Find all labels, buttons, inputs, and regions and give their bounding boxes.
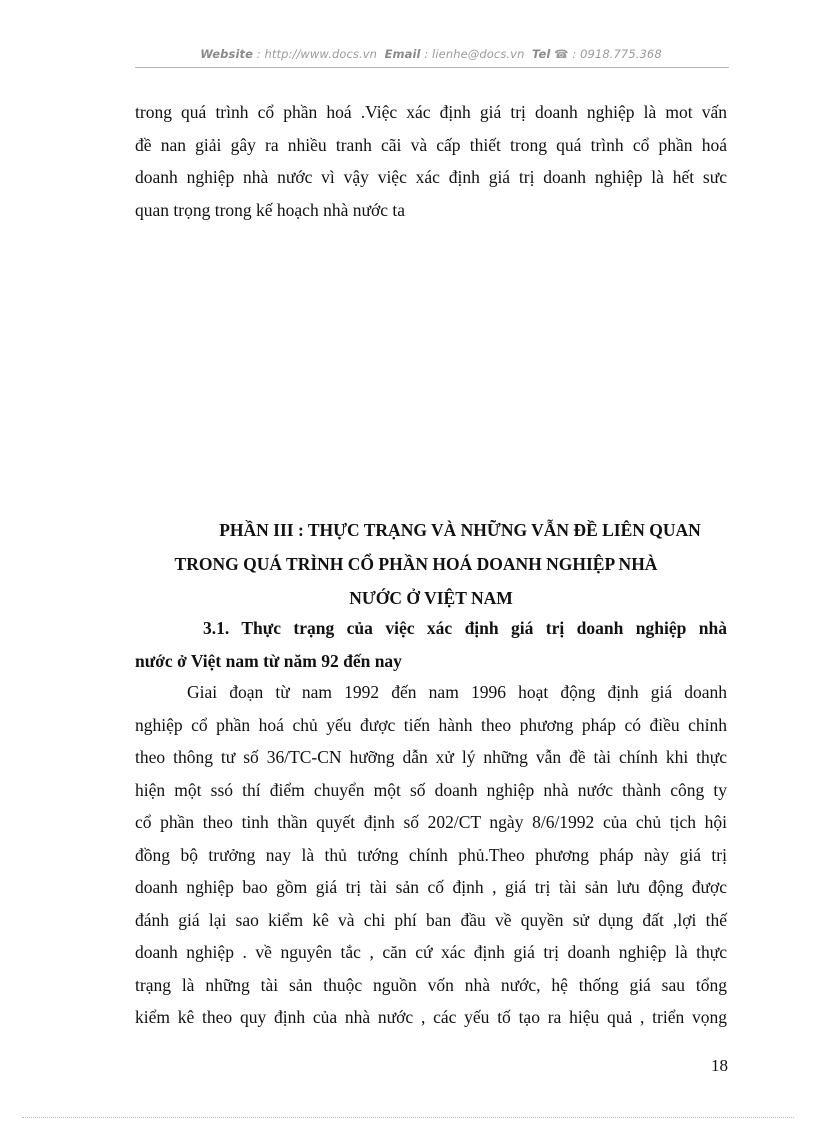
intro-paragraph <box>135 96 727 226</box>
header-website-label: Website <box>200 47 253 61</box>
section-title-line: NƯỚC Ở VIỆT NAM <box>349 588 513 608</box>
footer-divider <box>22 1117 794 1118</box>
header-tel-label: Tel <box>532 47 551 61</box>
paragraph-line: nghiệp cổ phần hoá chủ yếu được tiến hành theo phương pháp có điều chỉnh <box>135 714 727 735</box>
paragraph-line: đánh giá lại sao kiểm kê và chi phí ban đầu về quyền sử dụng đất ,lợi thế <box>135 909 727 930</box>
section-title <box>135 513 727 615</box>
subsection-heading <box>135 612 727 677</box>
section-title-line: TRONG QUÁ TRÌNH CỔ PHẦN HOÁ DOANH NGHIỆP NHÀ <box>174 554 658 574</box>
paragraph-line: trong quá trình cổ phần hoá .Việc xác định giá trị doanh nghiệp là mot vấn <box>135 102 727 122</box>
paragraph-line: trạng là những tài sản thuộc nguồn vốn nhà nước, hệ thống giá sau tổng <box>135 974 727 995</box>
paragraph-line: doanh nghiệp nhà nước vì vậy việc xác định giá trị doanh nghiệp là hết sưc <box>135 167 727 187</box>
subsection-heading-line: nước ở Việt nam từ năm 92 đến nay <box>135 650 402 671</box>
header-divider <box>135 67 729 68</box>
paragraph-line: Giai đoạn từ nam 1992 đến nam 1996 hoạt động định giá doanh <box>187 682 727 702</box>
paragraph-line: đồng bộ trưởng nay là thủ tướng chính phủ.Theo phương pháp này giá trị <box>135 844 727 865</box>
page-number: 18 <box>711 1056 728 1075</box>
section-title-line: PHẦN III : THỰC TRẠNG VÀ NHỮNG VẪN ĐỀ LIÊN QUAN <box>219 520 701 540</box>
body-paragraph <box>135 676 727 1034</box>
page-header <box>135 47 727 61</box>
subsection-heading-line: 3.1. Thực trạng của việc xác định giá trị doanh nghiệp nhà <box>203 618 727 638</box>
header-tel-value: ☎ : 0918.775.368 <box>554 47 662 61</box>
paragraph-line: cổ phần theo tinh thần quyết định số 202/CT ngày 8/6/1992 của chủ tịch hội <box>135 812 727 832</box>
paragraph-line: doanh nghiệp . về nguyên tắc , căn cứ xác định giá trị doanh nghiệp là thực <box>135 942 727 962</box>
paragraph-line: kiểm kê theo quy định của nhà nước , các yếu tố tạo ra hiệu quả , triển vọng <box>135 1007 727 1027</box>
paragraph-line: hiện một ssó thí điểm chuyển một số doanh nghiệp nhà nước thành công ty <box>135 779 727 800</box>
paragraph-line: theo thông tư số 36/TC-CN hưỡng dẫn xử lý những vẫn đề tài chính khi thực <box>135 747 727 767</box>
paragraph-line: doanh nghiệp bao gồm giá trị tài sản cố định , giá trị tài sản lưu động được <box>135 877 727 897</box>
header-email-label: Email <box>384 47 421 61</box>
header-email-value: : lienhe@docs.vn <box>424 47 525 61</box>
paragraph-line: quan trọng trong kế hoạch nhà nước ta <box>135 199 405 220</box>
header-website-value: : http://www.docs.vn <box>256 47 378 61</box>
paragraph-line: đề nan giải gây ra nhiều tranh cãi và cấp thiết trong quá trình cổ phần hoá <box>135 134 727 155</box>
